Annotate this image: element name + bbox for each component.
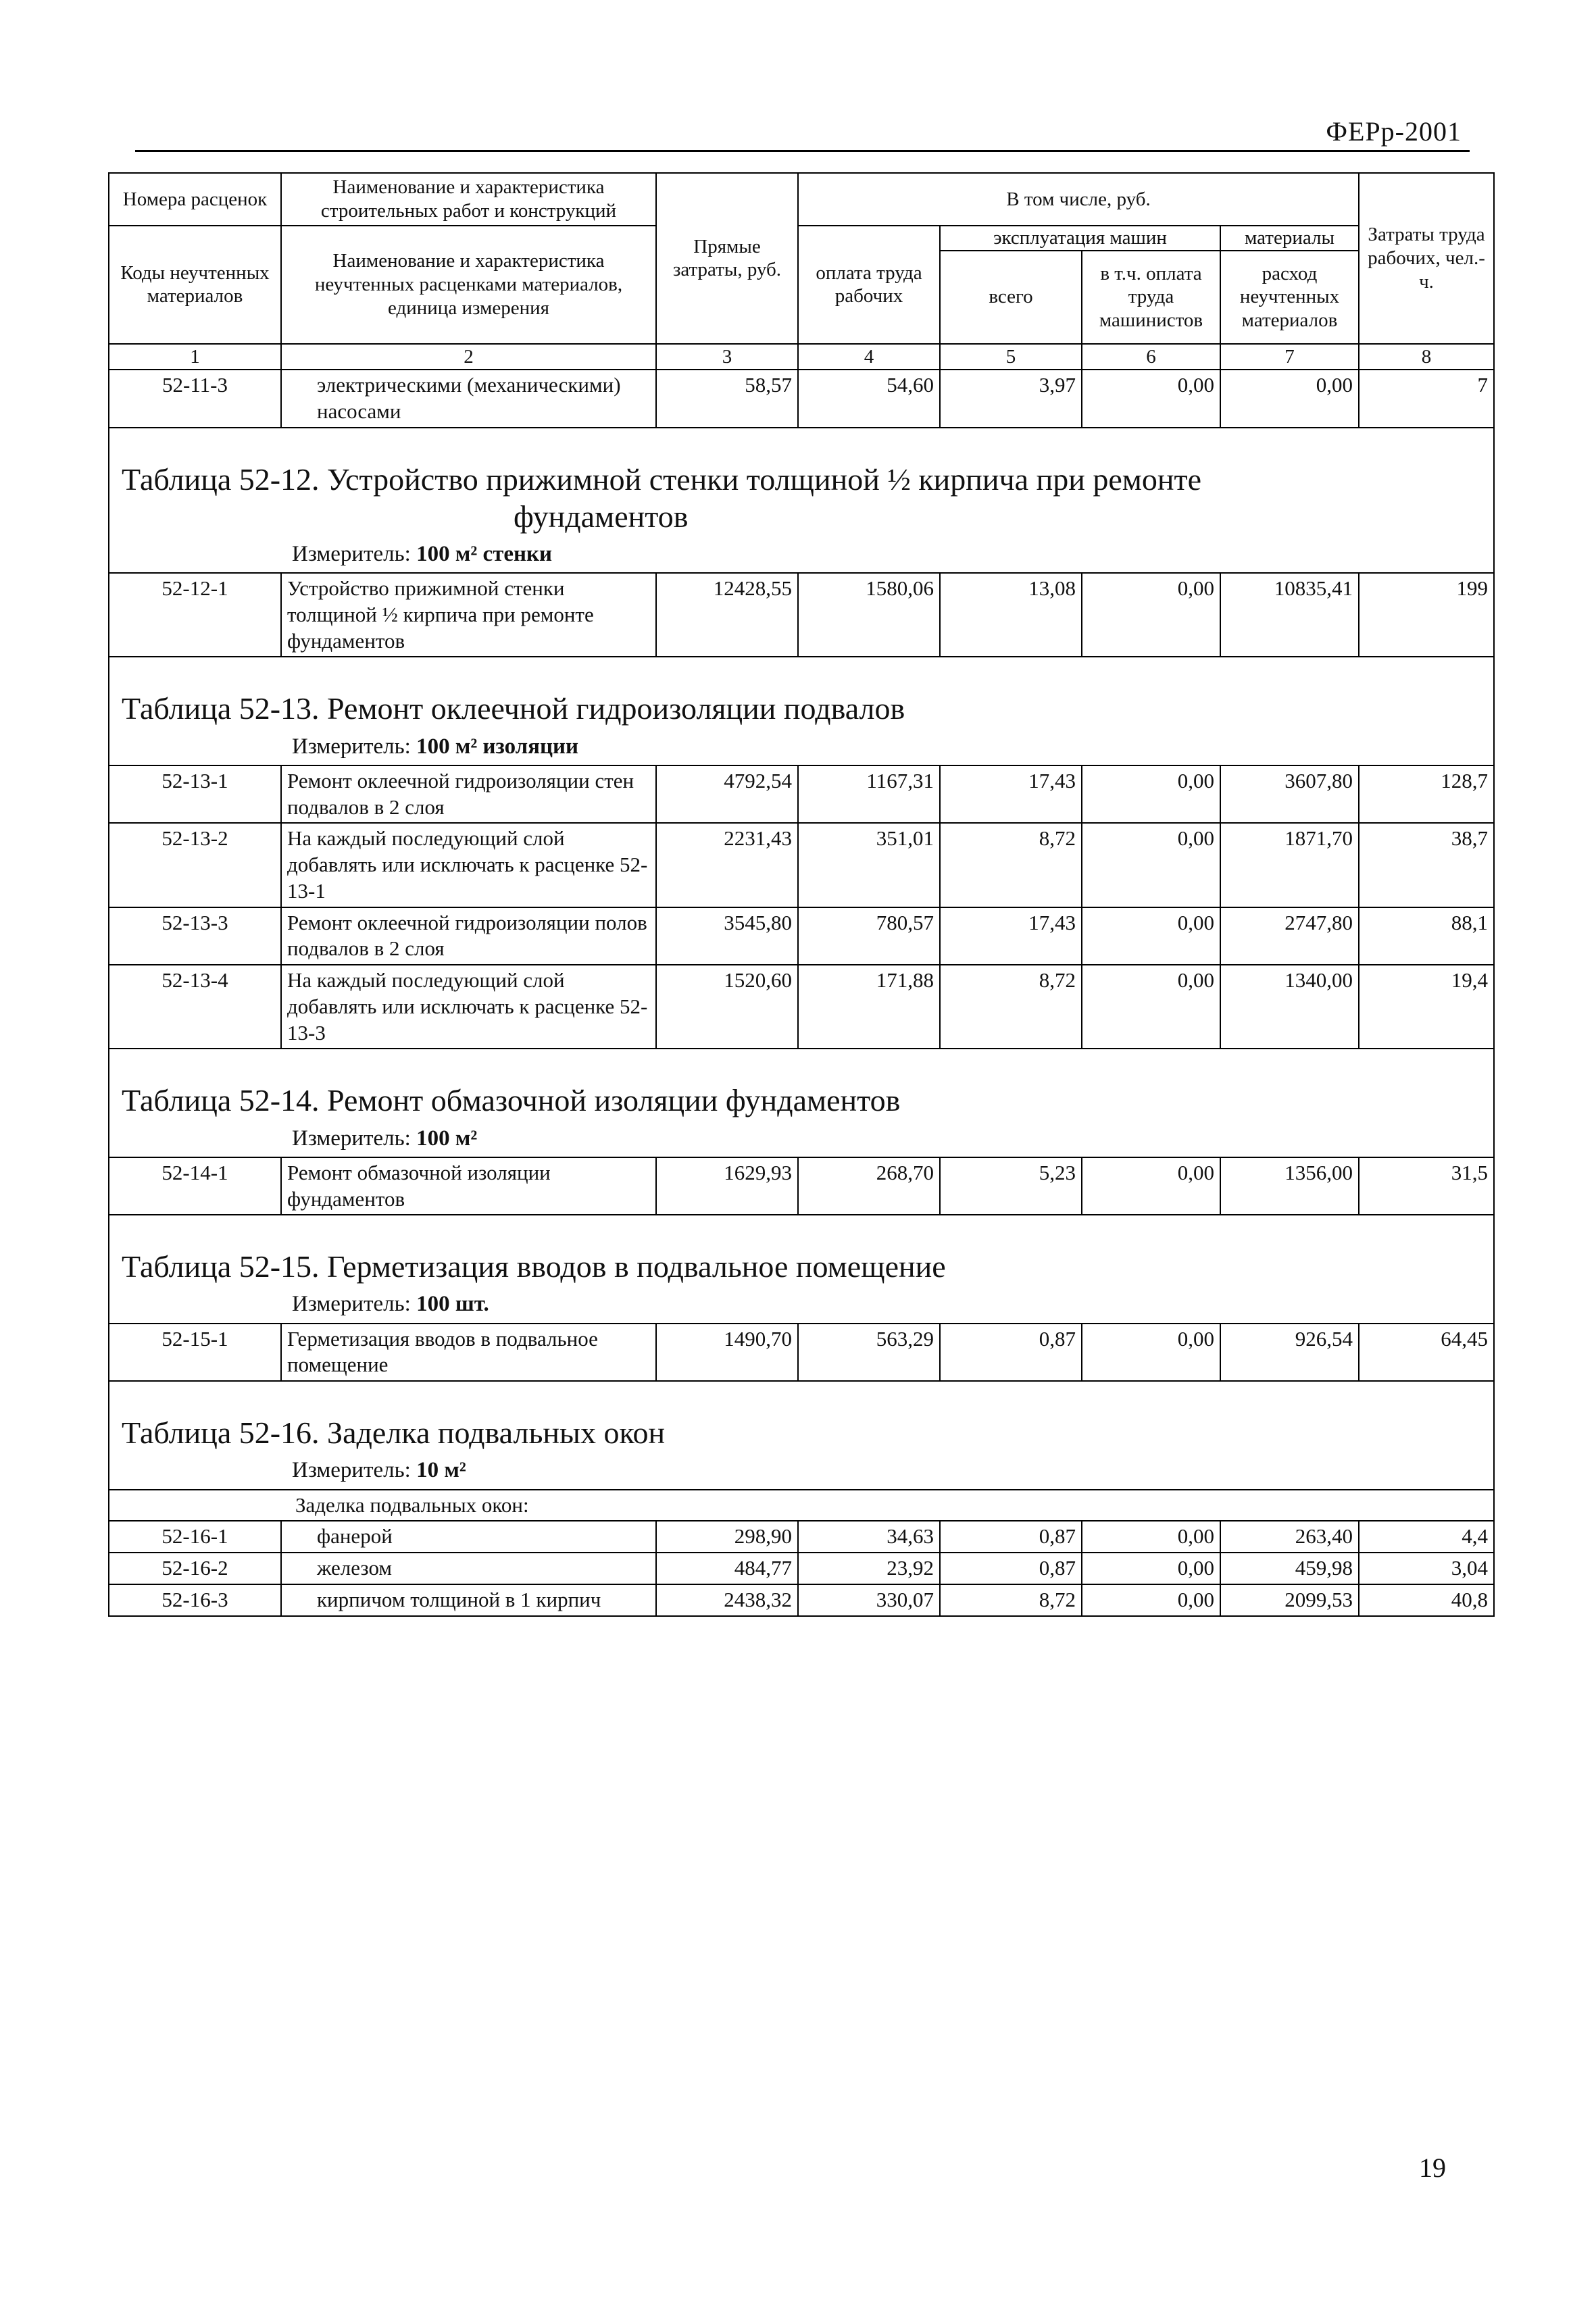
labor-hours: 88,1 xyxy=(1359,907,1494,965)
labor-hours: 40,8 xyxy=(1359,1584,1494,1616)
labor-pay: 54,60 xyxy=(798,370,940,428)
table-row xyxy=(109,370,1494,428)
labor-pay: 268,70 xyxy=(798,1157,940,1215)
labor-pay: 1167,31 xyxy=(798,765,940,824)
header-labor-pay: оплата труда рабочих xyxy=(798,226,940,344)
machines-total: 8,72 xyxy=(940,1584,1082,1616)
rate-code: 52-15-1 xyxy=(109,1324,281,1382)
machines-pay: 0,00 xyxy=(1082,573,1220,657)
header-materials-consumption: расход неучтенных материалов xyxy=(1220,251,1359,344)
rate-code: 52-12-1 xyxy=(109,573,281,657)
header-materials: материалы xyxy=(1220,226,1359,251)
meter-label: Измеритель: xyxy=(292,734,411,759)
table-row xyxy=(109,765,1494,824)
rate-name: Устройство прижимной стенки толщиной ½ кирпича при ремонте фундаментов xyxy=(281,573,656,657)
labor-pay: 171,88 xyxy=(798,965,940,1049)
labor-hours: 3,04 xyxy=(1359,1553,1494,1584)
header-direct-costs: Прямые затраты, руб. xyxy=(656,173,798,344)
header-material-codes: Коды неучтенных материалов xyxy=(109,226,281,344)
column-number: 8 xyxy=(1359,344,1494,370)
machines-pay: 0,00 xyxy=(1082,965,1220,1049)
rate-code: 52-14-1 xyxy=(109,1157,281,1215)
materials-value: 1340,00 xyxy=(1220,965,1359,1049)
meter-label: Измеритель: xyxy=(292,1292,411,1317)
section-title-line: Таблица 52-13. Ремонт оклеечной гидроизоляции подвалов xyxy=(122,691,905,726)
labor-pay: 780,57 xyxy=(798,907,940,965)
column-number: 4 xyxy=(798,344,940,370)
direct-costs: 3545,80 xyxy=(656,907,798,965)
direct-costs: 1490,70 xyxy=(656,1324,798,1382)
section-title-line: Таблица 52-16. Заделка подвальных окон xyxy=(122,1415,666,1451)
materials-value: 10835,41 xyxy=(1220,573,1359,657)
materials-value: 926,54 xyxy=(1220,1324,1359,1382)
machines-total: 17,43 xyxy=(940,765,1082,824)
machines-pay: 0,00 xyxy=(1082,1324,1220,1382)
table-row xyxy=(109,965,1494,1049)
materials-value: 1356,00 xyxy=(1220,1157,1359,1215)
machines-pay: 0,00 xyxy=(1082,823,1220,907)
machines-total: 13,08 xyxy=(940,573,1082,657)
column-number: 2 xyxy=(281,344,656,370)
rate-name: кирпичом толщиной в 1 кирпич xyxy=(281,1584,656,1616)
machines-pay: 0,00 xyxy=(1082,1553,1220,1584)
direct-costs: 2438,32 xyxy=(656,1584,798,1616)
direct-costs: 12428,55 xyxy=(656,573,798,657)
materials-value: 459,98 xyxy=(1220,1553,1359,1584)
machines-total: 3,97 xyxy=(940,370,1082,428)
rate-code: 52-16-1 xyxy=(109,1521,281,1553)
column-number: 7 xyxy=(1220,344,1359,370)
materials-value: 2747,80 xyxy=(1220,907,1359,965)
rate-name: На каждый последующий слой добавлять или исключать к расценке 52-13-3 xyxy=(281,965,656,1049)
header-machines: эксплуатация машин xyxy=(940,226,1220,251)
table-row xyxy=(109,573,1494,657)
section-title xyxy=(109,1049,1494,1123)
table-row xyxy=(109,907,1494,965)
section-title-line: Таблица 52-15. Герметизация вводов в подвальное помещение xyxy=(122,1249,946,1284)
section-meter-row xyxy=(109,1124,1494,1157)
rate-name: Ремонт оклеечной гидроизоляции полов подвалов в 2 слоя xyxy=(281,907,656,965)
rate-name: железом xyxy=(281,1553,656,1584)
section-meter xyxy=(109,1124,1494,1157)
machines-pay: 0,00 xyxy=(1082,370,1220,428)
section-meter xyxy=(109,1455,1494,1489)
rate-code: 52-13-3 xyxy=(109,907,281,965)
column-number: 5 xyxy=(940,344,1082,370)
table-row xyxy=(109,1584,1494,1616)
rates-table xyxy=(108,172,1495,1617)
labor-hours: 4,4 xyxy=(1359,1521,1494,1553)
header-machines-total: всего xyxy=(940,251,1082,344)
section-title-row xyxy=(109,428,1494,539)
section-title-row xyxy=(109,1049,1494,1123)
labor-pay: 563,29 xyxy=(798,1324,940,1382)
section-title-line: Таблица 52-14. Ремонт обмазочной изоляции фундаментов xyxy=(122,1083,901,1118)
section-title xyxy=(109,1381,1494,1455)
rate-name: электрическими (механическими) насосами xyxy=(281,370,656,428)
section-meter-row xyxy=(109,732,1494,765)
meter-value: 10 м² xyxy=(416,1458,466,1483)
rate-code: 52-16-2 xyxy=(109,1553,281,1584)
header-rates: Номера расценок xyxy=(109,173,281,226)
machines-total: 8,72 xyxy=(940,965,1082,1049)
column-numbers-row xyxy=(109,344,1494,370)
materials-value: 0,00 xyxy=(1220,370,1359,428)
rate-name: фанерой xyxy=(281,1521,656,1553)
machines-total: 0,87 xyxy=(940,1553,1082,1584)
labor-pay: 351,01 xyxy=(798,823,940,907)
page-number: 19 xyxy=(1419,2153,1446,2183)
machines-total: 17,43 xyxy=(940,907,1082,965)
labor-hours: 199 xyxy=(1359,573,1494,657)
rate-name: Ремонт оклеечной гидроизоляции стен подвалов в 2 слоя xyxy=(281,765,656,824)
machines-pay: 0,00 xyxy=(1082,907,1220,965)
direct-costs: 2231,43 xyxy=(656,823,798,907)
column-number: 1 xyxy=(109,344,281,370)
header-labor-cost: Затраты труда рабочих, чел.-ч. xyxy=(1359,173,1494,344)
labor-hours: 31,5 xyxy=(1359,1157,1494,1215)
machines-total: 0,87 xyxy=(940,1521,1082,1553)
direct-costs: 1629,93 xyxy=(656,1157,798,1215)
rate-name: На каждый последующий слой добавлять или исключать к расценке 52-13-1 xyxy=(281,823,656,907)
document-code: ФЕРр-2001 xyxy=(1326,116,1462,147)
materials-value: 263,40 xyxy=(1220,1521,1359,1553)
header-name: Наименование и характеристика строительных работ и конструкций xyxy=(281,173,656,226)
direct-costs: 484,77 xyxy=(656,1553,798,1584)
machines-pay: 0,00 xyxy=(1082,765,1220,824)
section-meter-row xyxy=(109,539,1494,573)
section-title xyxy=(109,428,1494,539)
section-meter xyxy=(109,732,1494,765)
table-row xyxy=(109,823,1494,907)
section-title-row xyxy=(109,1381,1494,1455)
machines-total: 8,72 xyxy=(940,823,1082,907)
labor-hours: 128,7 xyxy=(1359,765,1494,824)
section-title xyxy=(109,657,1494,731)
section-title-row xyxy=(109,1215,1494,1289)
column-number: 3 xyxy=(656,344,798,370)
materials-value: 1871,70 xyxy=(1220,823,1359,907)
column-number: 6 xyxy=(1082,344,1220,370)
labor-hours: 7 xyxy=(1359,370,1494,428)
rate-code: 52-13-2 xyxy=(109,823,281,907)
rate-code: 52-13-1 xyxy=(109,765,281,824)
labor-pay: 34,63 xyxy=(798,1521,940,1553)
meter-label: Измеритель: xyxy=(292,541,411,566)
meter-label: Измеритель: xyxy=(292,1458,411,1483)
rate-code: 52-13-4 xyxy=(109,965,281,1049)
section-meter-row xyxy=(109,1455,1494,1489)
section-title xyxy=(109,1215,1494,1289)
section-title-row xyxy=(109,657,1494,731)
page-header xyxy=(135,111,1470,152)
materials-value: 3607,80 xyxy=(1220,765,1359,824)
direct-costs: 298,90 xyxy=(656,1521,798,1553)
machines-total: 5,23 xyxy=(940,1157,1082,1215)
table-row xyxy=(109,1553,1494,1584)
direct-costs: 1520,60 xyxy=(656,965,798,1049)
direct-costs: 58,57 xyxy=(656,370,798,428)
table-row xyxy=(109,1521,1494,1553)
labor-hours: 64,45 xyxy=(1359,1324,1494,1382)
machines-pay: 0,00 xyxy=(1082,1157,1220,1215)
header-machines-pay: в т.ч. оплата труда машинистов xyxy=(1082,251,1220,344)
subheader-label: Заделка подвальных окон: xyxy=(109,1490,1494,1521)
meter-label: Измеритель: xyxy=(292,1126,411,1151)
machines-total: 0,87 xyxy=(940,1324,1082,1382)
section-meter xyxy=(109,539,1494,573)
labor-hours: 19,4 xyxy=(1359,965,1494,1049)
section-title-line: Таблица 52-12. Устройство прижимной стенки толщиной ½ кирпича при ремонте xyxy=(122,461,1201,497)
materials-value: 2099,53 xyxy=(1220,1584,1359,1616)
section-title-line: фундаментов xyxy=(514,499,689,534)
subheader-row xyxy=(109,1490,1494,1521)
labor-pay: 23,92 xyxy=(798,1553,940,1584)
table-row xyxy=(109,1157,1494,1215)
rate-code: 52-16-3 xyxy=(109,1584,281,1616)
labor-pay: 330,07 xyxy=(798,1584,940,1616)
section-meter xyxy=(109,1289,1494,1323)
rate-name: Герметизация вводов в подвальное помещение xyxy=(281,1324,656,1382)
table-row xyxy=(109,1324,1494,1382)
direct-costs: 4792,54 xyxy=(656,765,798,824)
header-including: В том числе, руб. xyxy=(798,173,1359,226)
meter-value: 100 м² xyxy=(416,1126,478,1151)
machines-pay: 0,00 xyxy=(1082,1584,1220,1616)
rate-code: 52-11-3 xyxy=(109,370,281,428)
machines-pay: 0,00 xyxy=(1082,1521,1220,1553)
meter-value: 100 шт. xyxy=(416,1292,489,1317)
labor-hours: 38,7 xyxy=(1359,823,1494,907)
meter-value: 100 м² стенки xyxy=(416,541,553,566)
labor-pay: 1580,06 xyxy=(798,573,940,657)
header-material-names: Наименование и характеристика неучтенных расценками материалов, единица измерения xyxy=(281,226,656,344)
rate-name: Ремонт обмазочной изоляции фундаментов xyxy=(281,1157,656,1215)
meter-value: 100 м² изоляции xyxy=(416,734,579,759)
section-meter-row xyxy=(109,1289,1494,1323)
